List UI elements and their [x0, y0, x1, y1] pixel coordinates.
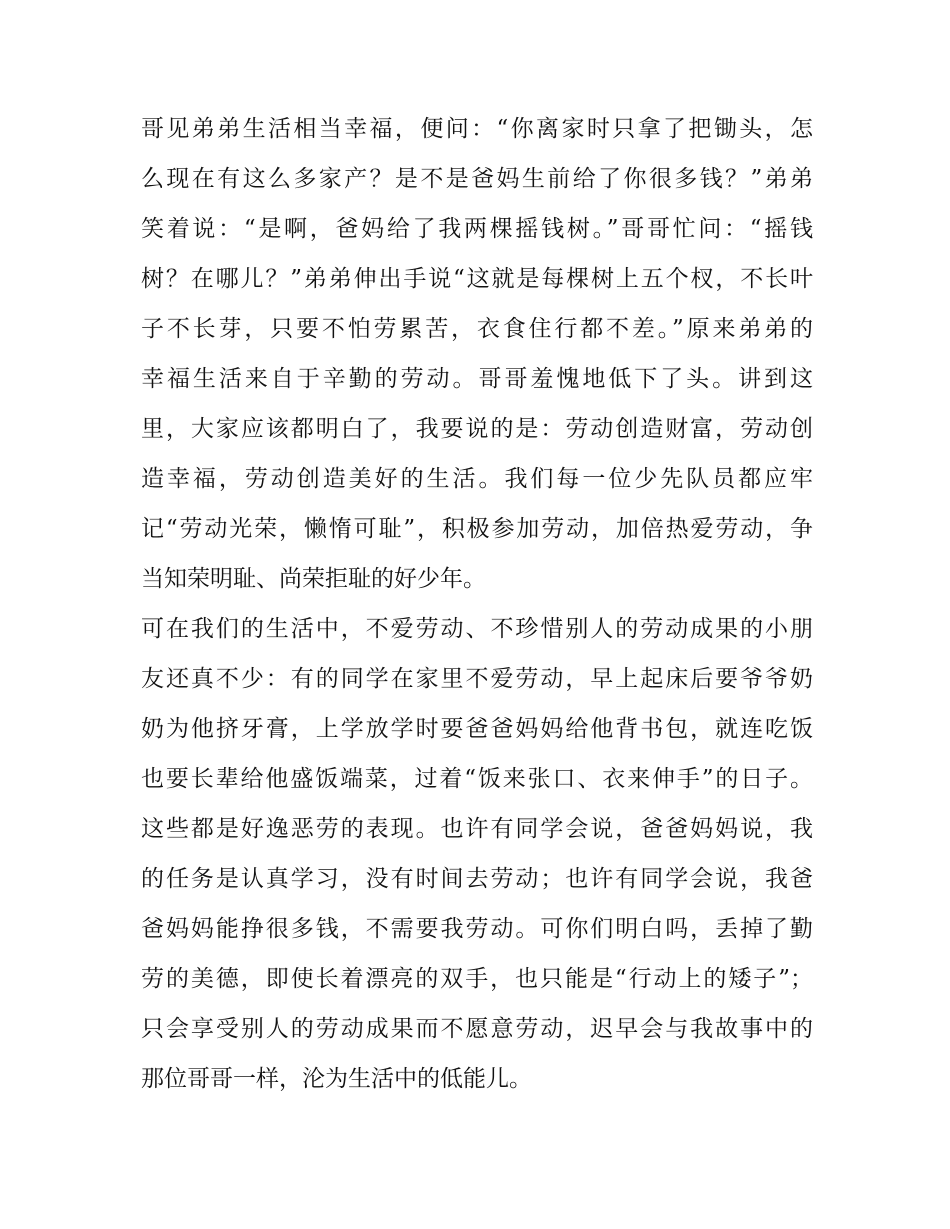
paragraph-1-line-4: 树？在哪儿？”弟弟伸出手说“这就是每棵树上五个杈，不长叶	[141, 266, 813, 292]
paragraph-2-line-5: 这些都是好逸恶劳的表现。也许有同学会说，爸爸妈妈说，我	[141, 816, 813, 842]
paragraph-2-line-2: 友还真不少：有的同学在家里不爱劳动，早上起床后要爷爷奶	[141, 666, 813, 692]
paragraph-2-line-10: 那位哥哥一样，沦为生活中的低能儿。	[141, 1066, 532, 1092]
paragraph-2-line-8: 劳的美德，即使长着漂亮的双手，也只能是“行动上的矮子”；	[141, 966, 813, 992]
paragraph-2-line-6: 的任务是认真学习，没有时间去劳动；也许有同学会说，我爸	[141, 866, 813, 892]
paragraph-2-line-4: 也要长辈给他盛饭端菜，过着“饭来张口、衣来伸手”的日子。	[141, 766, 813, 792]
paragraph-1-line-8: 造幸福，劳动创造美好的生活。我们每一位少先队员都应牢	[141, 466, 813, 492]
paragraph-1-line-7: 里，大家应该都明白了，我要说的是：劳动创造财富，劳动创	[141, 416, 813, 442]
paragraph-1-line-6: 幸福生活来自于辛勤的劳动。哥哥羞愧地低下了头。讲到这	[141, 366, 813, 392]
paragraph-1-line-1: 哥见弟弟生活相当幸福，便问：“你离家时只拿了把锄头，怎	[141, 116, 813, 142]
paragraph-2-line-7: 爸妈妈能挣很多钱，不需要我劳动。可你们明白吗，丢掉了勤	[141, 916, 813, 942]
paragraph-1-line-3: 笑着说：“是啊，爸妈给了我两棵摇钱树。”哥哥忙问：“摇钱	[141, 216, 813, 242]
paragraph-1-line-2: 么现在有这么多家产？是不是爸妈生前给了你很多钱？”弟弟	[141, 166, 813, 192]
paragraph-1-line-10: 当知荣明耻、尚荣拒耻的好少年。	[141, 566, 486, 592]
paragraph-2-line-3: 奶为他挤牙膏，上学放学时要爸爸妈妈给他背书包，就连吃饭	[141, 716, 813, 742]
paragraph-1-line-9: 记“劳动光荣，懒惰可耻”，积极参加劳动，加倍热爱劳动，争	[141, 516, 813, 542]
paragraph-2-line-1: 可在我们的生活中，不爱劳动、不珍惜别人的劳动成果的小朋	[141, 616, 813, 642]
paragraph-1-line-5: 子不长芽，只要不怕劳累苦，衣食住行都不差。”原来弟弟的	[141, 316, 813, 342]
paragraph-2-line-9: 只会享受别人的劳动成果而不愿意劳动，迟早会与我故事中的	[141, 1016, 813, 1042]
